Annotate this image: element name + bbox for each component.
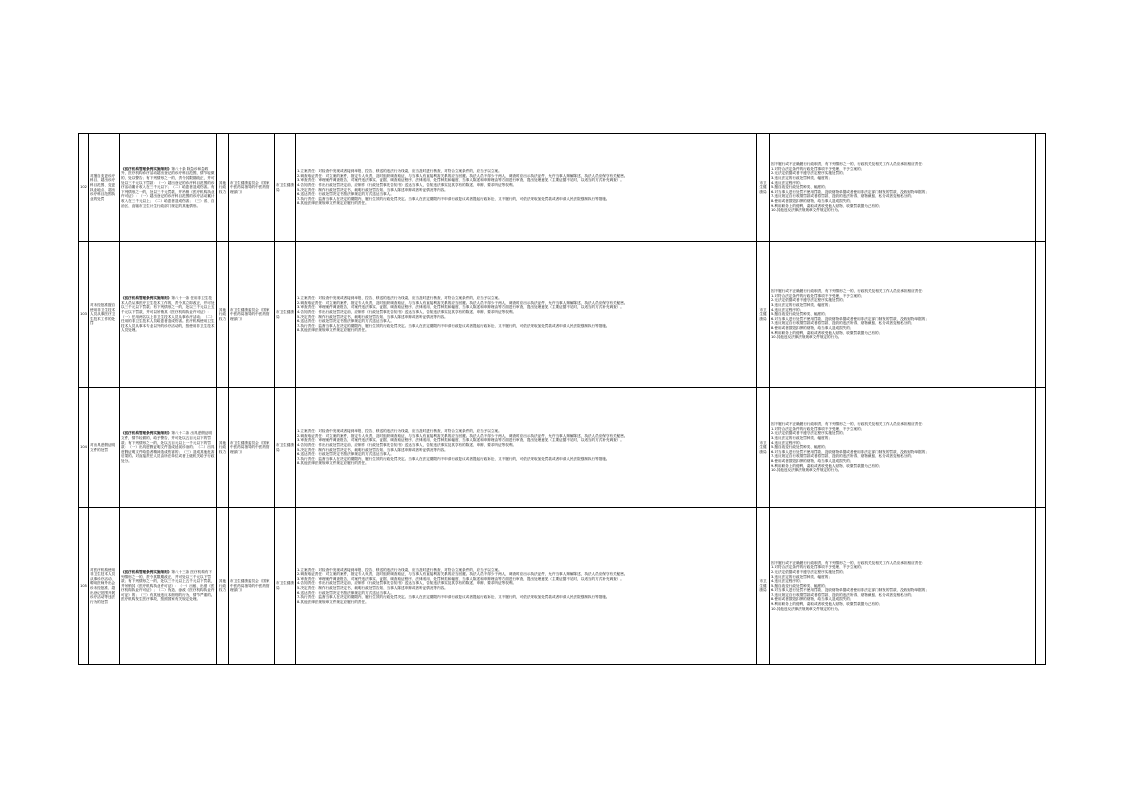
legal-basis-title: 《医疗机构管理条例实施细则》	[121, 431, 172, 436]
legal-basis-text: 第八十二条 出具虚假证明文件，情节轻微的，给予警告，并可处以五百元以下的罚款；有下列情形之一的，处以五百元以上一千元以下的罚款：（一）出具虚假证明文件造成延误诊治的；（二）出具虚假证明文件给患者精神造成伤害的；（三）造成其他危害后果的。对直接责任人员由所在单位或者上级机关给予行政处分。	[121, 431, 215, 463]
text-line: 5.擅自改变行政处罚种类、幅度的；	[771, 185, 829, 190]
text-line: 3.违反法定的行政处罚种类、幅度的；	[771, 176, 832, 181]
text-line: 10.其他违反法律法规规章文件规定的行为。	[771, 606, 842, 611]
text-line: 6.对当事人进行处罚不使用罚款、没收财物单据或者使用非法定部门制发的罚款、没收财物单据的；	[771, 316, 929, 321]
text-line: 6.送达责任：行政处罚决定书按法律规定的方式送达当事人。	[297, 590, 394, 595]
row-number: 105	[79, 508, 89, 665]
legal-basis-text: 第八十条 除急诊和急救外，医疗机构诊疗活动超出登记的诊疗科目范围，情节轻微的，处以警告；有下列情形之一的，责令其限期改正，并可处以三千元以下罚款：（一）超出登记的诊疗科目范围的诊疗活动累计收入在三千元以下；（二）给患者造成伤害。有下列情形之一的，处以三千元罚款，并吊销《医疗机构执业许可证》：（一）超出登记的诊疗科目范围的诊疗活动累计收入在三千元以上；（二）给患者造成伤害；（三）省、自治区、直辖市卫生计生行政部门规定的其他情形。	[121, 166, 215, 208]
table-row	[79, 508, 1046, 665]
text-line: 6.送达责任：行政处罚决定书按法律规定的方式送达当事人。	[297, 192, 394, 197]
text-line: 5.决定责任：制作行政处罚决定书，载明行政处罚告知、当事人陈述申辩或者听证情况等内容。	[297, 586, 448, 590]
row-number: 104	[79, 388, 89, 508]
table-row	[79, 242, 1046, 388]
implementing-subject: 市卫生健康局	[275, 134, 296, 242]
power-category: 其他行政权力	[217, 134, 229, 242]
text-line: 因不履行或不正确履行行政职责，有下列情形之一的，行政机关及相关工作人员应承担相应责任：	[771, 560, 926, 565]
text-line: 3.违反法定的行政处罚种类、幅度的；	[771, 303, 832, 308]
item-name: 对出具虚假证明文件的处罚	[89, 388, 120, 508]
text-line: 4.违反法定程序的；	[771, 579, 804, 584]
accountability-items	[770, 242, 1036, 388]
legal-basis-title: 《医疗机构管理条例实施细则》	[121, 296, 172, 301]
text-line: 3.违反法定的行政处罚种类、幅度的；	[771, 436, 832, 441]
text-line: 8.其他法律法规规章文件规定应履行的责任。	[297, 461, 369, 466]
implementing-subject: 市卫生健康局	[275, 508, 296, 665]
text-line: 7.违反规定自行收缴罚款或者将罚款、没收的违法所得、财物截留、私分或者变相私分的；	[771, 194, 915, 199]
text-line: 6.对当事人进行处罚不使用罚款、没收财物单据或者使用非法定部门制发的罚款、没收财物单据的；	[771, 588, 929, 593]
text-line: 1.对符合法定条件的行政处罚事项不予受理、不予立案的；	[771, 293, 865, 298]
legal-basis	[120, 242, 217, 388]
text-line: 4.违反法定程序的；	[771, 180, 804, 185]
text-line: 6.送达责任：行政处罚决定书按法律规定的方式送达当事人。	[297, 319, 394, 324]
text-line: 9.利用职务上的便利，索取或者收受他人财物、收缴罚款据为己有的；	[771, 602, 883, 607]
text-line: 8.使用或者损毁扣押的财物，给当事人造成损失的；	[771, 198, 854, 203]
text-line: 9.利用职务上的便利，索取或者收受他人财物、收缴罚款据为己有的；	[771, 330, 883, 335]
text-line: 2.调查取证责任：对立案的案件，指定专人负责，及时组织调查取证，与当事人有直接利害关系的应当回避。执法人员不得少于两人，调查时应出示执法证件，允许当事人辩解陈述，执法人员应保守有关秘密。	[297, 433, 628, 438]
power-list-sheet	[78, 133, 1045, 664]
text-line: 因不履行或不正确履行行政职责，有下列情形之一的，行政机关及相关工作人员应承担相应责任：	[771, 162, 926, 167]
row-number: 102	[79, 134, 89, 242]
accountability-items	[770, 388, 1036, 508]
text-line: 因不履行或不正确履行行政职责，有下列情形之一的，行政机关及相关工作人员应承担相应责任：	[771, 289, 926, 294]
text-line: 6.对当事人进行处罚不使用罚款、没收财物单据或者使用非法定部门制发的罚款、没收财物单据的；	[771, 189, 929, 194]
implementing-subject: 市卫生健康局	[275, 388, 296, 508]
text-line: 1.对符合法定条件的行政处罚事项不予受理、不予立案的；	[771, 426, 865, 431]
text-line: 1.立案责任：对检查中发现或者接到举报、控告、移送的违法行为线索，应当及时进行核查，对符合立案条件的，应当予以立案。	[297, 567, 502, 572]
text-line: 4.违反法定程序的；	[771, 440, 804, 445]
item-name: 对医疗机构使用非卫生技术人员从事诊疗活动、聘用医师外出会诊未经批准、超出登记范围开展诊疗活动等违法行为的处罚	[89, 508, 120, 665]
table-row	[79, 134, 1046, 242]
responsibility-items	[296, 388, 757, 508]
accountability-dept: 市卫生健康局	[757, 388, 770, 508]
remark	[1036, 242, 1046, 388]
text-line: 7.执行责任：监督当事人在决定的期限内，履行生效的行政处罚决定。当事人在法定期限内不申请行政复议或者提起行政诉讼，又不履行的，可依法采取加处罚款或者申请人民法院强制执行等措施。	[297, 456, 610, 461]
text-line: 5.决定责任：制作行政处罚决定书，载明行政处罚告知、当事人陈述申辩或者听证情况等内容。	[297, 447, 448, 452]
text-line: 5.擅自改变行政处罚种类、幅度的；	[771, 445, 829, 450]
item-name: 对擅自变更诊疗科目、超出诊疗科目范围、变更执业地点、超出诊疗科目范围执业的处罚	[89, 134, 120, 242]
text-line: 10.其他违反法律法规规章文件规定的行为。	[771, 468, 842, 473]
accountability-dept: 市卫生健康局	[757, 134, 770, 242]
implementing-dept: 市卫生健康委员会（国家中医药局指导的中医药管理部门）	[229, 242, 275, 388]
remark	[1036, 508, 1046, 665]
text-line: 4.告知责任：作出行政处罚决定前，应制作《行政处罚事先告知书》送达当事人，告知违法事实及其享有的陈述、申辩、要求听证等权利。	[297, 182, 517, 187]
power-category: 其他行政权力	[217, 242, 229, 388]
text-line: 1.对符合法定条件的行政处罚事项不予受理、不予立案的；	[771, 565, 865, 570]
text-line: 6.对当事人进行处罚不使用罚款、没收财物单据或者使用非法定部门制发的罚款、没收财物单据的；	[771, 449, 929, 454]
text-line: 2.无法定依据或者不遵守法定程序实施处罚的；	[771, 171, 847, 176]
text-line: 8.其他法律法规规章文件规定应履行的责任。	[297, 328, 369, 333]
implementing-dept: 市卫生健康委员会（国家中医药局指导的中医药管理部门）	[229, 388, 275, 508]
legal-basis-title: 《医疗机构管理条例实施细则》	[121, 166, 172, 171]
legal-basis-title: 《医疗机构管理条例实施细则》	[121, 569, 172, 574]
text-line: 7.违反规定自行收缴罚款或者将罚款、没收的违法所得、财物截留、私分或者变相私分的；	[771, 592, 915, 597]
text-line: 7.执行责任：监督当事人在决定的期限内，履行生效的行政处罚决定。当事人在法定期限内不申请行政复议或者提起行政诉讼，又不履行的，可依法采取加处罚款或者申请人民法院强制执行等措施。	[297, 323, 610, 328]
text-line: 1.立案责任：对检查中发现或者接到举报、控告、移送的违法行为线索，应当及时进行核查，对符合立案条件的，应当予以立案。	[297, 296, 502, 301]
text-line: 1.立案责任：对检查中发现或者接到举报、控告、移送的违法行为线索，应当及时进行核查，对符合立案条件的，应当予以立案。	[297, 429, 502, 434]
accountability-dept: 市卫生健康局	[757, 242, 770, 388]
implementing-dept: 市卫生健康委员会（国家中医药局指导的中医药管理部门）	[229, 134, 275, 242]
text-line: 2.调查取证责任：对立案的案件，指定专人负责，及时组织调查取证，与当事人有直接利害关系的应当回避。执法人员不得少于两人，调查时应出示执法证件，允许当事人辩解陈述，执法人员应保守有关秘密。	[297, 173, 628, 178]
text-line: 2.调查取证责任：对立案的案件，指定专人负责，及时组织调查取证，与当事人有直接利害关系的应当回避。执法人员不得少于两人，调查时应出示执法证件，允许当事人辩解陈述，执法人员应保守有关秘密。	[297, 572, 628, 577]
legal-basis-text: 第八十三条 医疗机构有下列情形之一的，责令其限期改正，并可处以三千元以下罚款；有下列情形之一的，处以三千元以上五千元以下罚款，并吊销其《医疗机构执业许可证》：（一）出租、出借《医疗机构执业许可证》；（二）伪造、涂改《医疗机构执业许可证》的；（三）有其他违反本细则的行为，情节严重的。医疗机构发生医疗事故，按照国家有关规定处理。	[121, 569, 215, 602]
text-line: 8.其他法律法规规章文件规定应履行的责任。	[297, 201, 369, 206]
text-line: 3.审查责任：审理案件调查报告，对案件违法事实、证据、调查取证程序、法律适用、处罚种类和幅度、当事人陈述和申辩理由等方面进行审查，提出处理意见（主要证据不足时，以适当的方式补充调查）。	[297, 576, 624, 581]
text-line: 8.使用或者损毁扣押的财物，给当事人造成损失的；	[771, 325, 854, 330]
text-line: 4.违反法定程序的；	[771, 307, 804, 312]
responsibility-items	[296, 242, 757, 388]
text-line: 2.无法定依据或者不遵守法定程序实施处罚的；	[771, 431, 847, 436]
text-line: 5.擅自改变行政处罚种类、幅度的；	[771, 583, 829, 588]
text-line: 10.其他违反法律法规规章文件规定的行为。	[771, 208, 842, 213]
text-line: 因不履行或不正确履行行政职责，有下列情形之一的，行政机关及相关工作人员应承担相应责任：	[771, 422, 926, 427]
item-name: 对未经批准擅自使用非卫生技术人员从事医疗卫生技术工作的处罚	[89, 242, 120, 388]
remark	[1036, 134, 1046, 242]
power-category: 其他行政权力	[217, 388, 229, 508]
text-line: 9.利用职务上的便利，索取或者收受他人财物、收缴罚款据为己有的；	[771, 463, 883, 468]
responsibility-items	[296, 508, 757, 665]
accountability-dept: 市卫生健康局	[757, 508, 770, 665]
text-line: 1.立案责任：对检查中发现或者接到举报、控告、移送的违法行为线索，应当及时进行核查，对符合立案条件的，应当予以立案。	[297, 169, 502, 174]
text-line: 5.决定责任：制作行政处罚决定书，载明行政处罚告知、当事人陈述申辩或者听证情况等内容。	[297, 187, 448, 192]
implementing-subject: 市卫生健康局	[275, 242, 296, 388]
text-line: 8.使用或者损毁扣押的财物，给当事人造成损失的；	[771, 597, 854, 602]
text-line: 2.无法定依据或者不遵守法定程序实施处罚的；	[771, 298, 847, 303]
row-number: 103	[79, 242, 89, 388]
text-line: 7.执行责任：监督当事人在决定的期限内，履行生效的行政处罚决定。当事人在法定期限内不申请行政复议或者提起行政诉讼，又不履行的，可依法采取加处罚款或者申请人民法院强制执行等措施。	[297, 196, 610, 201]
responsibility-items	[296, 134, 757, 242]
text-line: 7.执行责任：监督当事人在决定的期限内，履行生效的行政处罚决定。当事人在法定期限内不申请行政复议或者提起行政诉讼，又不履行的，可依法采取加处罚款或者申请人民法院强制执行等措施。	[297, 595, 610, 600]
text-line: 8.其他法律法规规章文件规定应履行的责任。	[297, 599, 369, 604]
implementing-dept: 市卫生健康委员会（国家中医药局指导的中医药管理部门）	[229, 508, 275, 665]
text-line: 2.调查取证责任：对立案的案件，指定专人负责，及时组织调查取证，与当事人有直接利害关系的应当回避。执法人员不得少于两人，调查时应出示执法证件，允许当事人辩解陈述，执法人员应保守有关秘密。	[297, 300, 628, 305]
text-line: 4.告知责任：作出行政处罚决定前，应制作《行政处罚事先告知书》送达当事人，告知违法事实及其享有的陈述、申辩、要求听证等权利。	[297, 442, 517, 447]
text-line: 7.违反规定自行收缴罚款或者将罚款、没收的违法所得、财物截留、私分或者变相私分的；	[771, 321, 915, 326]
text-line: 3.违反法定的行政处罚种类、幅度的；	[771, 574, 832, 579]
text-line: 5.决定责任：制作行政处罚决定书，载明行政处罚告知、当事人陈述申辩或者听证情况等内容。	[297, 314, 448, 319]
text-line: 3.审查责任：审理案件调查报告，对案件违法事实、证据、调查取证程序、法律适用、处罚种类和幅度、当事人陈述和申辩理由等方面进行审查，提出处理意见（主要证据不足时，以适当的方式补充调查）。	[297, 438, 624, 443]
text-line: 7.违反规定自行收缴罚款或者将罚款、没收的违法所得、财物截留、私分或者变相私分的；	[771, 454, 915, 459]
text-line: 5.擅自改变行政处罚种类、幅度的；	[771, 312, 829, 317]
table-row	[79, 388, 1046, 508]
legal-basis	[120, 508, 217, 665]
text-line: 4.告知责任：作出行政处罚决定前，应制作《行政处罚事先告知书》送达当事人，告知违法事实及其享有的陈述、申辩、要求听证等权利。	[297, 309, 517, 314]
legal-basis	[120, 134, 217, 242]
legal-basis-text: 第八十一条 任用非卫生技术人员从事医疗卫生技术工作的，责令其立即改正，并可处以三千元以下罚款；有下列情形之一的，处以三千元以上五千元以下罚款，并可以吊销其《医疗机构执业许可证》：（一）任用两名以上非卫生技术人员从事诊疗活动；（二）任用的非卫生技术人员给患者造成伤害。医疗机构使用卫生技术人员从事本专业以外的诊疗活动的，按使用非卫生技术人员处理。	[121, 296, 215, 333]
text-line: 1.对符合法定条件的行政处罚事项不予受理、不予立案的；	[771, 166, 865, 171]
power-category: 其他行政权力	[217, 508, 229, 665]
text-line: 9.利用职务上的便利，索取或者收受他人财物、收缴罚款据为己有的；	[771, 203, 883, 208]
text-line: 10.其他违反法律法规规章文件规定的行为。	[771, 335, 842, 340]
text-line: 8.使用或者损毁扣押的财物，给当事人造成损失的；	[771, 458, 854, 463]
power-list-table	[78, 133, 1046, 665]
remark	[1036, 388, 1046, 508]
text-line: 3.审查责任：审理案件调查报告，对案件违法事实、证据、调查取证程序、法律适用、处罚种类和幅度、当事人陈述和申辩理由等方面进行审查，提出处理意见（主要证据不足时，以适当的方式补充调查）。	[297, 178, 624, 183]
table-body	[79, 134, 1046, 665]
text-line: 2.无法定依据或者不遵守法定程序实施处罚的；	[771, 569, 847, 574]
text-line: 6.送达责任：行政处罚决定书按法律规定的方式送达当事人。	[297, 452, 394, 457]
text-line: 3.审查责任：审理案件调查报告，对案件违法事实、证据、调查取证程序、法律适用、处罚种类和幅度、当事人陈述和申辩理由等方面进行审查，提出处理意见（主要证据不足时，以适当的方式补充调查）。	[297, 305, 624, 310]
accountability-items	[770, 508, 1036, 665]
accountability-items	[770, 134, 1036, 242]
legal-basis	[120, 388, 217, 508]
text-line: 4.告知责任：作出行政处罚决定前，应制作《行政处罚事先告知书》送达当事人，告知违法事实及其享有的陈述、申辩、要求听证等权利。	[297, 581, 517, 586]
